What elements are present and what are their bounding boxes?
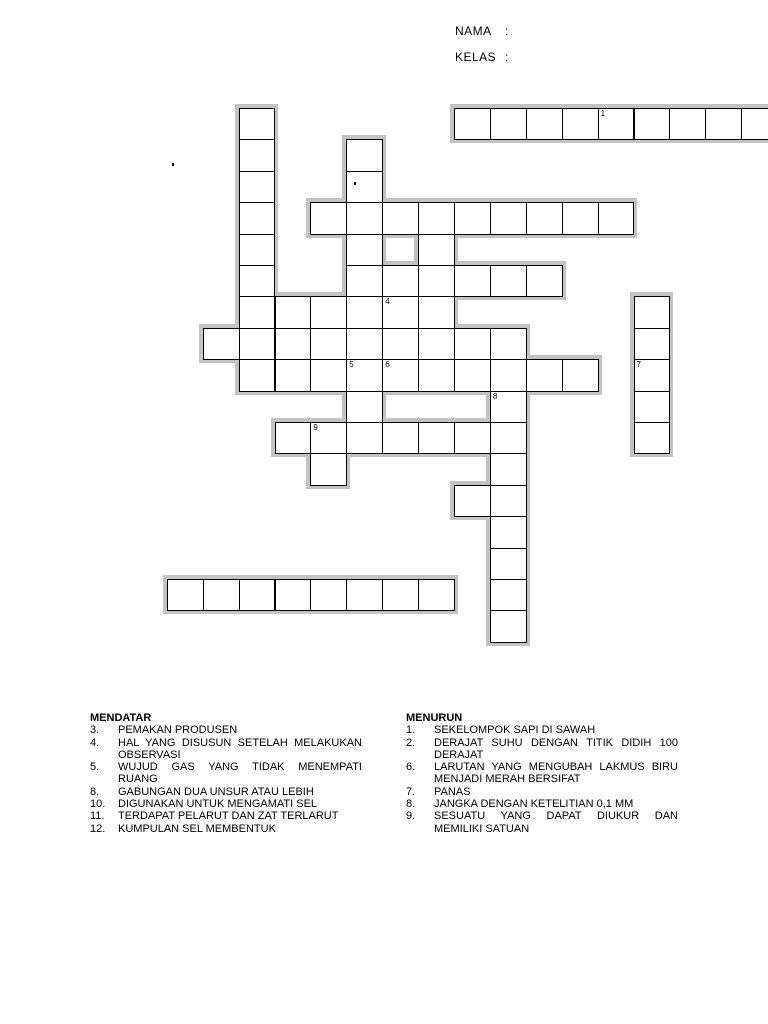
clue-number: 4: [385, 297, 390, 307]
clue-item-text: GABUNGAN DUA UNSUR ATAU LEBIH: [118, 785, 314, 798]
down-clue-list: [406, 724, 678, 835]
clue-number: 8: [492, 391, 498, 401]
clue-item-number: 6.: [406, 761, 416, 774]
crossword-cell[interactable]: [346, 359, 383, 391]
crossword-cell[interactable]: [418, 296, 455, 328]
class-separator: :: [505, 50, 509, 64]
crossword-cell[interactable]: [562, 359, 599, 391]
crossword-cell[interactable]: [310, 296, 347, 328]
crossword-cell[interactable]: [275, 296, 312, 328]
clue-item-number: 7.: [406, 785, 416, 798]
crossword-cell[interactable]: [239, 359, 276, 391]
clue-item-text: TERDAPAT PELARUT DAN ZAT TERLARUT: [118, 810, 339, 823]
class-label: KELAS: [455, 50, 497, 64]
crossword-cell[interactable]: [310, 579, 347, 611]
crossword-cell[interactable]: [741, 108, 768, 140]
crossword-cell[interactable]: [275, 328, 312, 360]
crossword-cell[interactable]: [239, 234, 276, 266]
name-separator: :: [505, 24, 509, 38]
crossword-cell[interactable]: [239, 328, 276, 360]
crossword-cell[interactable]: [490, 610, 527, 642]
crossword-cell[interactable]: [346, 296, 383, 328]
crossword-cell[interactable]: [239, 265, 276, 297]
crossword-cell[interactable]: [275, 422, 312, 454]
crossword-cell[interactable]: [634, 328, 671, 360]
crossword-cell[interactable]: [526, 108, 563, 140]
clue-item: [406, 724, 678, 736]
crossword-cell[interactable]: [490, 548, 527, 580]
crossword-cell[interactable]: [490, 579, 527, 611]
clue-item-number: 11.: [90, 810, 105, 823]
clue-item-text: SEKELOMPOK SAPI DI SAWAH: [434, 724, 596, 737]
crossword-cell[interactable]: [490, 422, 527, 454]
crossword-cell[interactable]: [526, 202, 563, 234]
crossword-cell[interactable]: [382, 579, 419, 611]
down-clues: [406, 712, 678, 835]
crossword-cell[interactable]: [634, 108, 671, 140]
crossword-cell[interactable]: [634, 296, 671, 328]
crossword-cell[interactable]: [418, 328, 455, 360]
crossword-cell[interactable]: [346, 391, 383, 423]
crossword-cell[interactable]: [705, 108, 742, 140]
crossword-cell[interactable]: [490, 328, 527, 360]
clue-item-text: PEMAKAN PRODUSEN: [118, 724, 238, 737]
clue-item-text: SESUATU YANG DAPAT DIUKUR DAN MEMILIKI SATUAN: [434, 810, 678, 835]
crossword-cell[interactable]: [454, 108, 491, 140]
clue-item-number: 12.: [90, 822, 106, 835]
clue-item-text: PANAS: [434, 785, 471, 798]
crossword-cell[interactable]: [490, 453, 527, 485]
crossword-cell[interactable]: [382, 296, 419, 328]
clue-item-number: 4.: [90, 736, 100, 749]
clue-number: 7: [636, 360, 641, 370]
clue-item: [90, 724, 362, 736]
clue-item-text: KUMPULAN SEL MEMBENTUK: [118, 822, 276, 835]
crossword-cell[interactable]: [526, 265, 563, 297]
clue-number: 5: [349, 360, 354, 370]
crossword-cell[interactable]: [418, 265, 455, 297]
clue-item: [406, 761, 678, 786]
crossword-cell[interactable]: [454, 328, 491, 360]
crossword-cell[interactable]: [310, 453, 347, 485]
clue-item: [90, 798, 362, 810]
crossword-cell[interactable]: [418, 579, 455, 611]
clue-item: [90, 810, 362, 822]
crossword-cell[interactable]: [490, 359, 527, 391]
crossword-cell[interactable]: [382, 359, 419, 391]
stray-dot: [172, 163, 174, 166]
clue-item-text: LARUTAN YANG MENGUBAH LAKMUS BIRU MENJADI MERAH BERSIFAT: [434, 761, 678, 786]
crossword-cell[interactable]: [382, 422, 419, 454]
clue-item: [406, 786, 678, 798]
clue-number: 9: [313, 423, 318, 432]
clue-number: 1: [600, 109, 606, 118]
name-label: NAMA: [455, 24, 492, 38]
crossword-cell[interactable]: [454, 422, 491, 454]
crossword-cell[interactable]: [275, 579, 312, 611]
crossword-cell[interactable]: [454, 202, 491, 234]
clue-item-number: 9.: [406, 810, 416, 823]
crossword-cell[interactable]: [490, 202, 527, 234]
crossword-cell[interactable]: [598, 202, 635, 234]
clue-item-number: 1.: [406, 724, 416, 737]
crossword-cell[interactable]: [346, 579, 383, 611]
crossword-cell[interactable]: [634, 422, 671, 454]
crossword-cell[interactable]: [454, 485, 491, 517]
crossword-cell[interactable]: [490, 108, 527, 140]
crossword-cell[interactable]: [310, 328, 347, 360]
clue-item-text: WUJUD GAS YANG TIDAK MENEMPATI RUANG: [118, 761, 362, 786]
across-clues: [90, 712, 362, 835]
crossword-cell[interactable]: [275, 359, 312, 391]
crossword-cell[interactable]: [239, 108, 276, 140]
crossword-cell[interactable]: [454, 359, 491, 391]
crossword-cell[interactable]: [454, 265, 491, 297]
crossword-cell[interactable]: [239, 579, 276, 611]
clue-item-number: 8.: [406, 798, 416, 811]
crossword-cell[interactable]: [490, 265, 527, 297]
clue-item: [406, 737, 678, 762]
crossword-cell[interactable]: [239, 171, 276, 203]
crossword-cell[interactable]: [382, 202, 419, 234]
clue-item-text: JANGKA DENGAN KETELITIAN 0,1 MM: [434, 798, 634, 811]
clue-item-text: HAL YANG DISUSUN SETELAH MELAKUKAN OBSERVASI: [118, 736, 362, 761]
crossword-cell[interactable]: [346, 328, 383, 360]
crossword-cell[interactable]: [346, 265, 383, 297]
crossword-cell[interactable]: [346, 234, 383, 266]
down-title: MENURUN: [406, 712, 463, 724]
crossword-cell[interactable]: [418, 202, 455, 234]
crossword-cell[interactable]: [382, 328, 419, 360]
crossword-cell[interactable]: [669, 108, 706, 140]
clue-item: [90, 786, 362, 798]
across-clue-list: [90, 724, 362, 835]
crossword-cell[interactable]: [310, 422, 347, 454]
crossword-cell[interactable]: [239, 139, 276, 171]
crossword-cell[interactable]: [634, 359, 671, 391]
crossword-cell[interactable]: [346, 139, 383, 171]
clue-item: [406, 810, 678, 835]
crossword-cell[interactable]: [382, 265, 419, 297]
crossword-cell[interactable]: [490, 391, 527, 423]
clue-item-text: DIGUNAKAN UNTUK MENGAMATI SEL: [118, 798, 318, 811]
clue-number: 6: [385, 360, 390, 370]
crossword-cell[interactable]: [310, 359, 347, 391]
clue-item-number: 10.: [90, 798, 106, 811]
crossword-cell[interactable]: [239, 296, 276, 328]
across-title: MENDATAR: [90, 712, 152, 724]
crossword-cell[interactable]: [562, 202, 599, 234]
crossword-cell[interactable]: [203, 579, 240, 611]
crossword-cell[interactable]: [490, 485, 527, 517]
crossword-cell[interactable]: [418, 234, 455, 266]
clue-item-text: DERAJAT SUHU DENGAN TITIK DIDIH 100 DERAJAT: [434, 736, 678, 761]
crossword-cell[interactable]: [418, 359, 455, 391]
crossword-cell[interactable]: [203, 328, 240, 360]
clue-item-number: 3.: [90, 724, 100, 737]
crossword-cell[interactable]: [239, 202, 276, 234]
crossword-cell[interactable]: [346, 422, 383, 454]
clue-item: [90, 737, 362, 762]
clue-item-number: 2.: [406, 736, 416, 749]
clue-item-number: 5.: [90, 761, 100, 774]
crossword-cell[interactable]: [562, 108, 599, 140]
crossword-cell[interactable]: [346, 171, 383, 203]
crossword-cell[interactable]: [346, 202, 383, 234]
crossword-cell[interactable]: [310, 202, 347, 234]
crossword-cell[interactable]: [598, 108, 635, 140]
crossword-cell[interactable]: [167, 579, 204, 611]
clue-item: [90, 761, 362, 786]
clue-item-number: 8.: [90, 785, 100, 798]
clue-item: [90, 823, 362, 835]
crossword-cell[interactable]: [526, 359, 563, 391]
stray-dot: [354, 182, 356, 185]
crossword-cell[interactable]: [634, 391, 671, 423]
clue-item: [406, 798, 678, 810]
crossword-cell[interactable]: [490, 516, 527, 548]
crossword-cell[interactable]: [418, 422, 455, 454]
